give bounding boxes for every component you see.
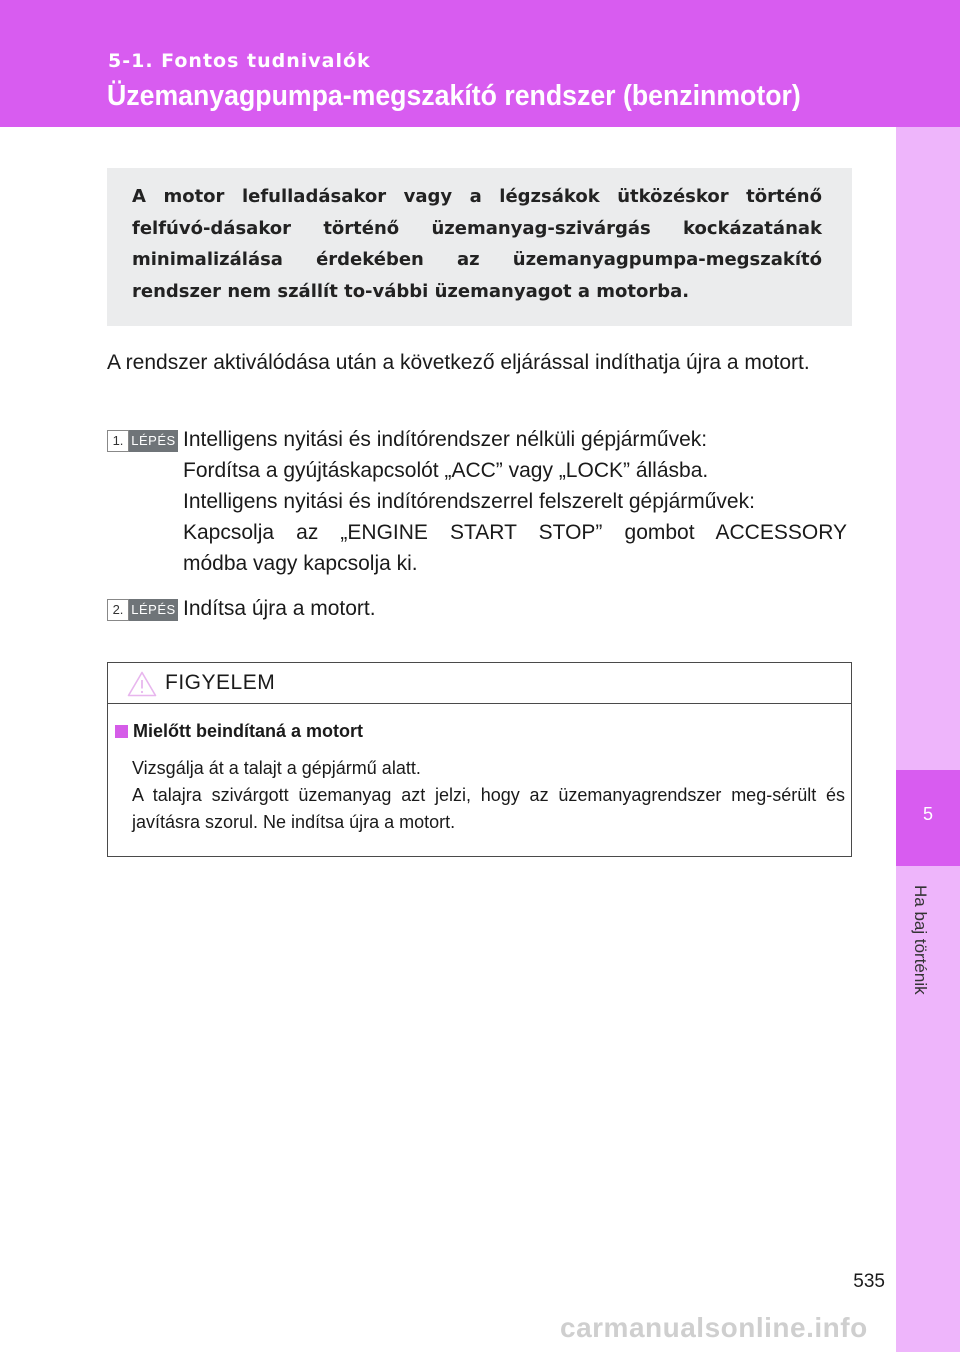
step-badge — [107, 599, 178, 621]
step-number: 2. — [107, 599, 129, 621]
page-title: Üzemanyagpumpa-megszakító rendszer (benzinmotor) — [107, 80, 801, 112]
page-number: 535 — [853, 1271, 885, 1292]
warning-subtitle — [115, 721, 363, 742]
warning-triangle-icon — [127, 671, 157, 697]
step-line: Indítsa újra a motort. — [183, 597, 376, 620]
step-line: Intelligens nyitási és indítórendszerrel felszerelt gépjárművek: — [183, 490, 755, 513]
intro-box: A motor lefulladásakor vagy a légzsákok ütközéskor történő felfúvó-dásakor történő üzemanyag-szivárgás kockázatának minimalizálása érdekében az üzemanyagpumpa-megszakító rendszer nem szállít to-vábbi üzemanyagot a motorba. — [107, 168, 852, 326]
step-text — [183, 593, 847, 624]
step-label: LÉPÉS — [129, 430, 178, 452]
warning-title: FIGYELEM — [165, 671, 276, 694]
warning-subtitle-text: Mielőtt beindítaná a motort — [133, 721, 364, 741]
step-line: Fordítsa a gyújtáskapcsolót „ACC” vagy „LOCK” állásba. — [183, 459, 709, 482]
chapter-number: 5 — [922, 804, 933, 824]
step-line: Kapcsolja az „ENGINE START STOP” gombot ACCESSORY — [183, 521, 847, 544]
warning-box — [107, 662, 852, 857]
step-line: Intelligens nyitási és indítórendszer nélküli gépjárművek: — [183, 428, 708, 451]
step-badge — [107, 430, 178, 452]
chapter-number-block — [896, 770, 960, 866]
warning-paragraph: A talajra szivárgott üzemanyag azt jelzi, hogy az üzemanyagrendszer meg-sérült és javításra szorul. Ne indítsa újra a motort. — [132, 785, 845, 832]
step-label: LÉPÉS — [129, 599, 178, 621]
warning-header — [108, 663, 851, 704]
square-bullet-icon — [115, 725, 128, 738]
step-text — [183, 424, 847, 579]
watermark: carmanualsonline.info — [560, 1312, 868, 1343]
warning-paragraph: Vizsgálja át a talajt a gépjármű alatt. — [132, 758, 421, 778]
warning-body — [132, 755, 845, 836]
step-number: 1. — [107, 430, 129, 452]
section-heading: 5-1. Fontos tudnivalók — [108, 50, 371, 72]
page-header — [0, 0, 960, 127]
step-line: módba vagy kapcsolja ki. — [183, 552, 418, 575]
chapter-label: Ha baj történik — [911, 885, 930, 995]
chapter-side-tab — [896, 127, 960, 1352]
body-paragraph: A rendszer aktiválódása után a következő eljárással indíthatja újra a motort. — [107, 351, 810, 374]
